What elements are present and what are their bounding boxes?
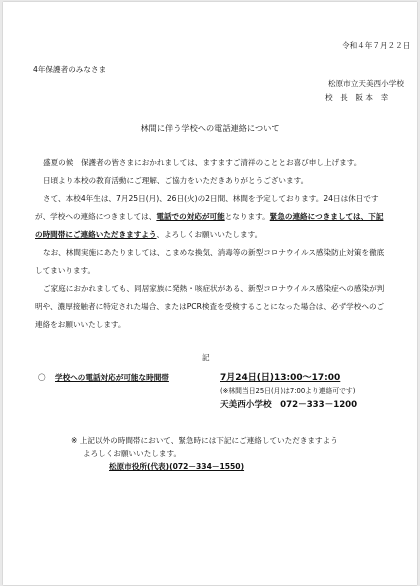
schedule-text-2: となります。 bbox=[224, 212, 270, 221]
phone-available-emphasis: 電話での対応が可能 bbox=[156, 212, 225, 221]
family-notice-paragraph bbox=[35, 280, 391, 334]
date: 令和４年７月２２日 bbox=[342, 41, 411, 50]
document-title: 林間に伴う学校への電話連絡について bbox=[140, 123, 280, 133]
ki-heading: 記 bbox=[202, 353, 210, 362]
thanks-paragraph bbox=[35, 172, 391, 190]
schedule-text: さて、本校4年生は、7月25日(月)、26日(火)の2日間、林間を予定しております。24日は休日ですが、学校への連絡につきましては、 bbox=[35, 194, 379, 221]
school-name: 松原市立天美西小学校 bbox=[328, 79, 404, 88]
covid-measures-paragraph bbox=[35, 244, 391, 280]
emergency-contact-emphasis: 緊急の連絡につきましては、下記の時間帯にご連絡いただきますよう bbox=[35, 212, 384, 239]
schedule-paragraph bbox=[35, 190, 391, 244]
thanks-text: 日頃より本校の教育活動にご理解、ご協力をいただきありがとうございます。 bbox=[43, 176, 309, 185]
document-page bbox=[3, 2, 417, 585]
greeting-paragraph bbox=[35, 154, 391, 172]
covid-measures-text: なお、林間実施にあたりましては、こまめな換気、消毒等の新型コロナウイルス感染防止対策を徹底してまいります。 bbox=[35, 248, 385, 275]
footer-line-2: よろしくお願いいたします。 bbox=[83, 449, 182, 458]
rinkan-day-note: (※林間当日25日(月)は7:00より連絡可です) bbox=[220, 387, 356, 395]
schedule-text-3: 、よろしくお願いいたします。 bbox=[156, 230, 263, 239]
recipient: 4年保護者のみなさま bbox=[33, 65, 107, 74]
bullet-circle: 〇 bbox=[38, 373, 46, 382]
phone-time-value: 7月24日(日)13:00～17:00 bbox=[220, 373, 341, 383]
school-phone: 天美西小学校 072－333－1200 bbox=[220, 400, 358, 410]
phone-time-label: 学校への電話対応が可能な時間帯 bbox=[55, 373, 169, 382]
principal-name: 校 長 阪 本 幸 bbox=[325, 93, 389, 102]
family-notice-text: ご家庭におかれましても、同居家族に発熱・咳症状がある、新型コロナウイルス感染症への感染が判明や、濃厚接触者に特定された場合、またはPCR検査を受検することになった場合は、必ず学校へのご連絡をお願いいたします。 bbox=[35, 284, 385, 329]
city-office-phone: 松原市役所(代表)(072－334－1550) bbox=[109, 462, 245, 471]
greeting-text: 盛夏の候 保護者の皆さまにおかれましては、ますますご清祥のこととお喜び申し上げます。 bbox=[43, 158, 362, 167]
footer-line-1: ※ 上記以外の時間帯において、緊急時には下記にご連絡していただきますよう bbox=[71, 436, 338, 445]
